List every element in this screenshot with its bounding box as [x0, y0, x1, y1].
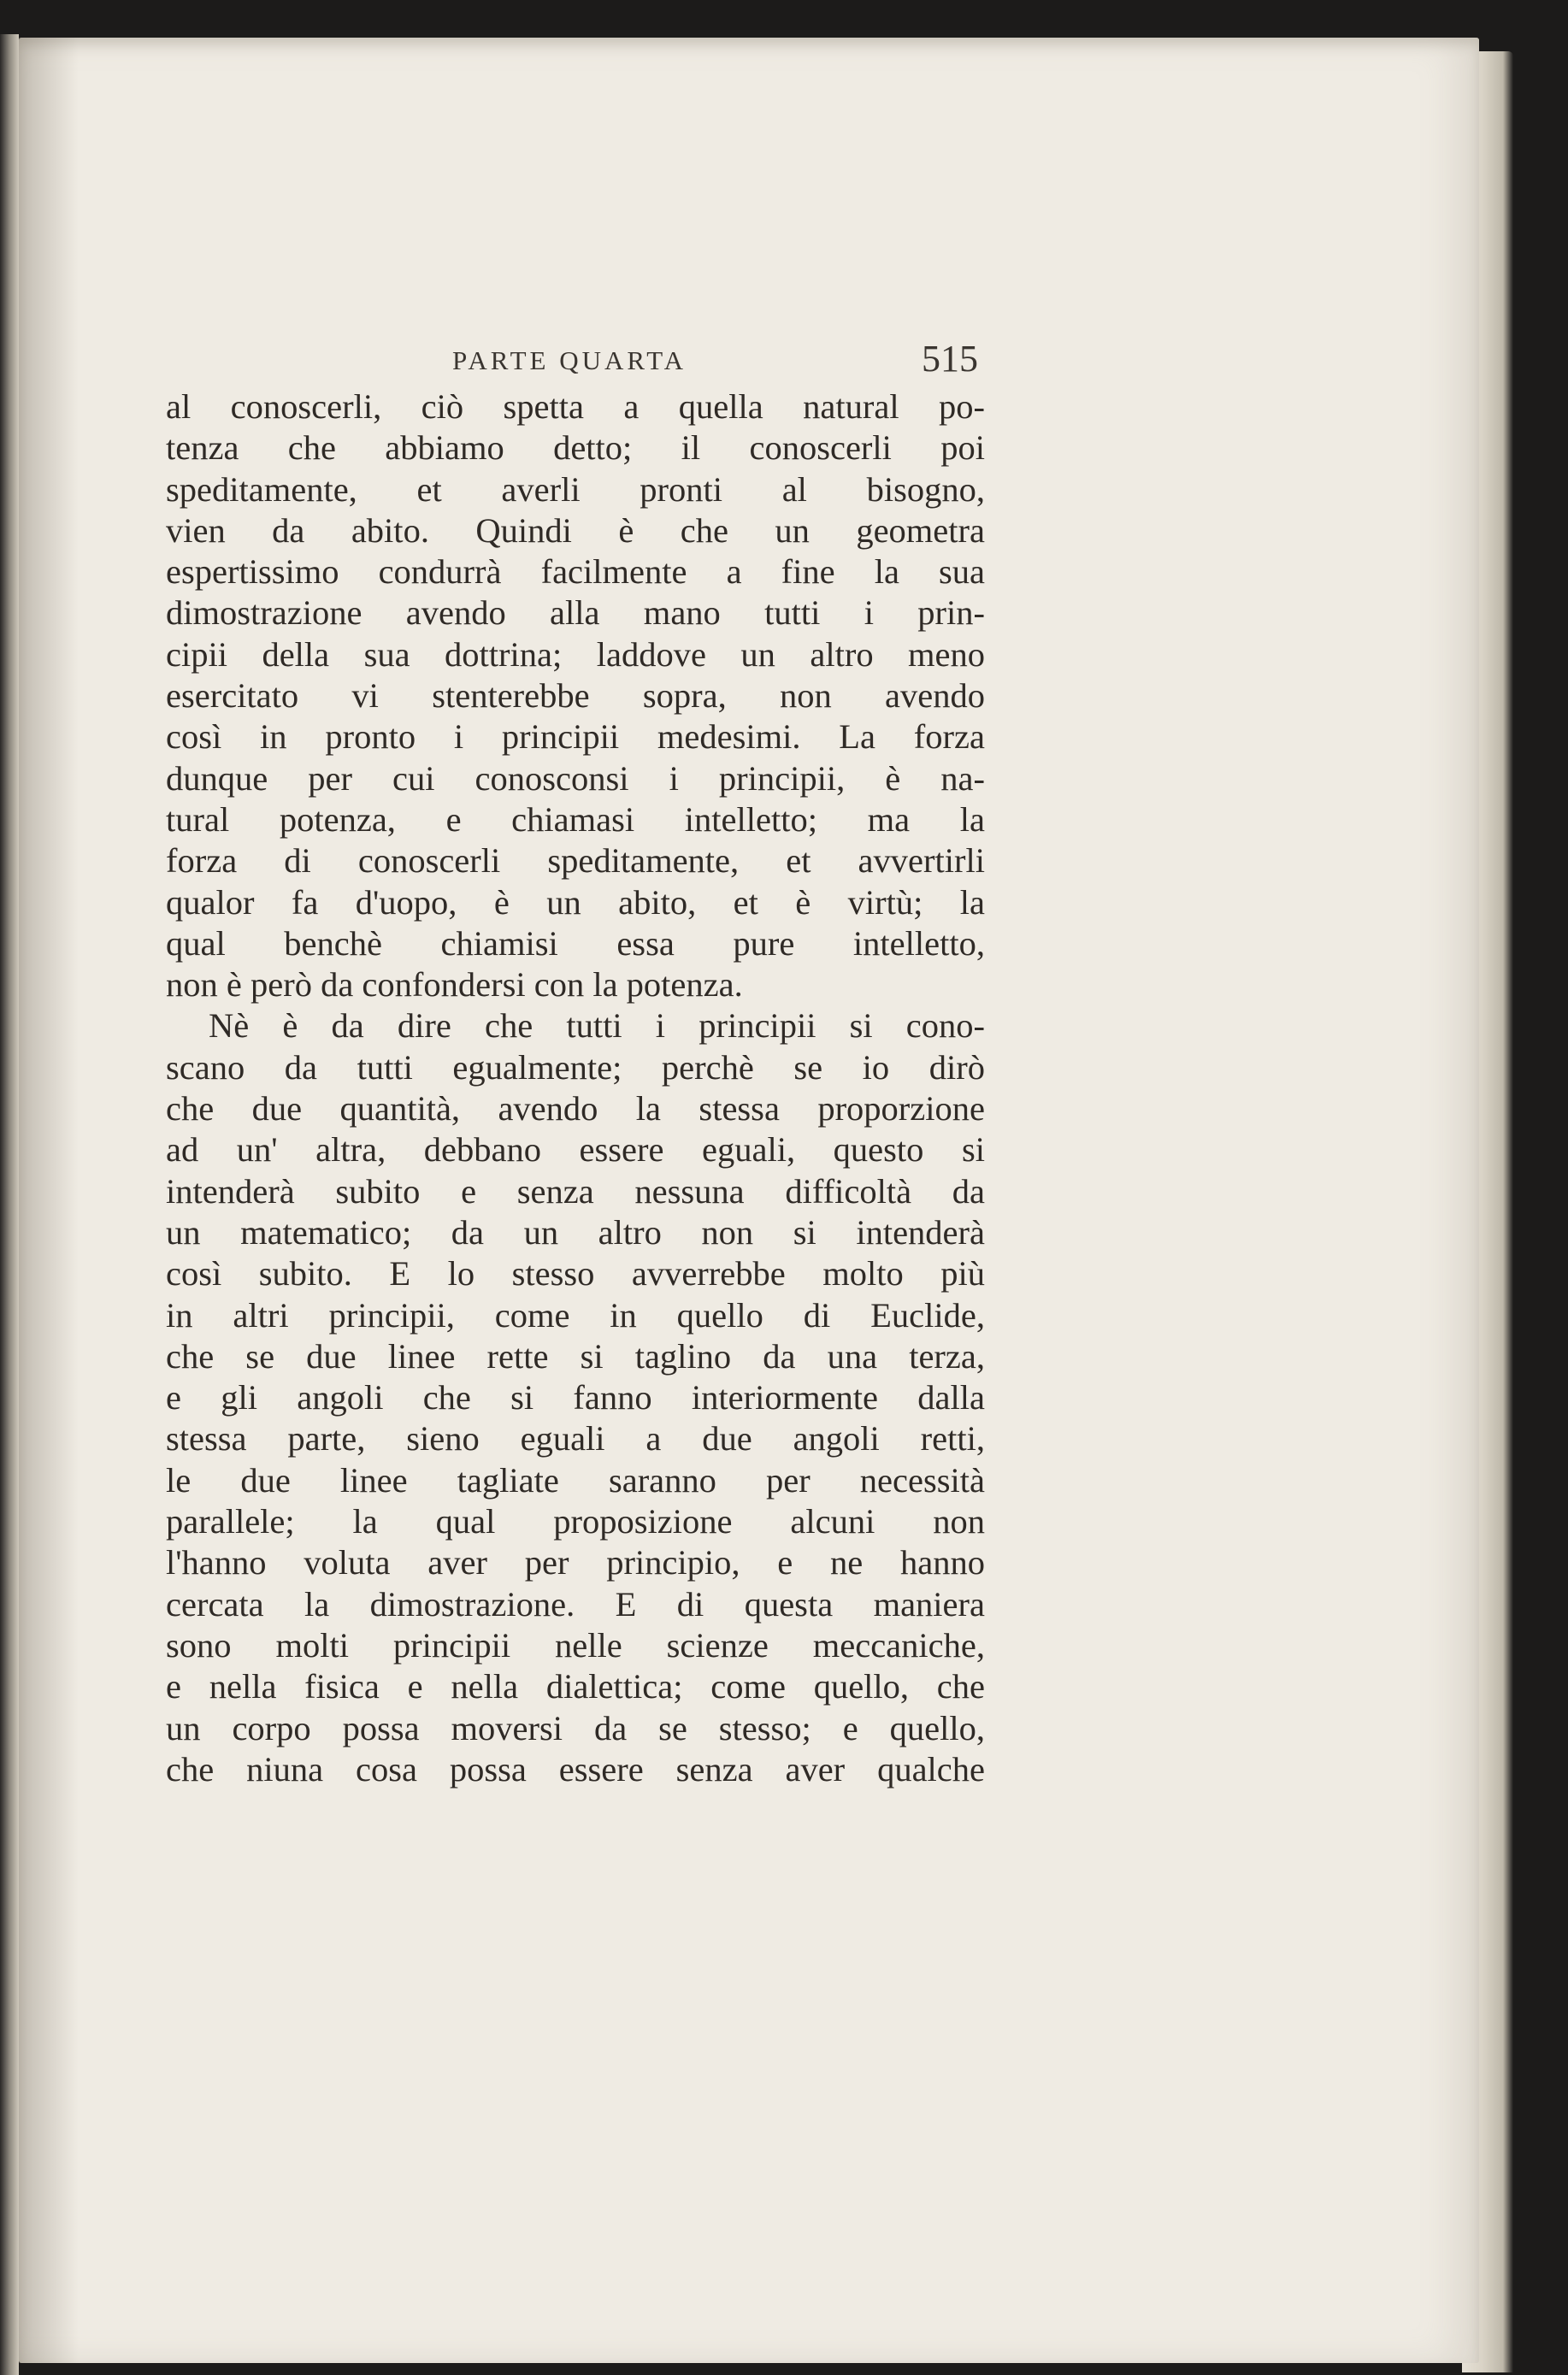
page-number: 515 [922, 338, 978, 380]
text-line: cipii della sua dottrina; laddove un altro meno [166, 634, 985, 674]
running-title: PARTE QUARTA [452, 345, 687, 375]
text-line: e nella fisica e nella dialettica; come quello, che [166, 1667, 985, 1706]
text-line: dunque per cui conosconsi i principii, è na- [166, 758, 985, 798]
text-line: tural potenza, e chiamasi intelletto; ma la [166, 799, 985, 839]
text-line: sono molti principii nelle scienze meccaniche, [166, 1625, 985, 1665]
text-line: ad un' altra, debbano essere eguali, questo si [166, 1130, 985, 1170]
text-line: così in pronto i principii medesimi. La forza [166, 717, 985, 757]
text-line: esercitato vi stenterebbe sopra, non avendo [166, 676, 985, 716]
running-head [166, 338, 983, 393]
text-line: tenza che abbiamo detto; il conoscerli poi [166, 428, 985, 468]
text-line: l'hanno voluta aver per principio, e ne hanno [166, 1543, 985, 1582]
text-line: non è però da confondersi con la potenza. [166, 965, 743, 1005]
text-line: che se due linee rette si taglino da una terza, [166, 1336, 985, 1376]
text-line: in altri principii, come in quello di Euclide, [166, 1295, 985, 1335]
text-line: cercata la dimostrazione. E di questa maniera [166, 1584, 985, 1624]
facing-page-edge [0, 34, 19, 2375]
text-line: espertissimo condurrà facilmente a fine la sua [166, 552, 985, 592]
text-line: e gli angoli che si fanno interiormente dalla [166, 1378, 985, 1417]
text-line: stessa parte, sieno eguali a due angoli retti, [166, 1419, 985, 1459]
text-line: parallele; la qual proposizione alcuni non [166, 1502, 985, 1541]
text-line: scano da tutti egualmente; perchè se io dirò [166, 1047, 985, 1087]
text-line: qual benchè chiamisi essa pure intelletto, [166, 923, 985, 963]
gutter-shadow [19, 38, 79, 2363]
text-line: che niuna cosa possa essere senza aver qualche [166, 1749, 985, 1789]
text-line: un corpo possa moversi da se stesso; e quello, [166, 1708, 985, 1747]
text-line: così subito. E lo stesso avverrebbe molto più [166, 1254, 985, 1294]
paragraph-1 [166, 386, 985, 1005]
text-line: intenderà subito e senza nessuna difficoltà da [166, 1171, 985, 1211]
text-line: Nè è da dire che tutti i principii si cono- [209, 1006, 985, 1046]
text-line: speditamente, et averli pronti al bisogno, [166, 469, 985, 509]
text-line: forza di conoscerli speditamente, et avvertirli [166, 841, 985, 881]
text-line: un matematico; da un altro non si intenderà [166, 1212, 985, 1252]
body-text [166, 386, 985, 1790]
paragraph-2 [166, 1005, 985, 1790]
text-line: le due linee tagliate saranno per necessità [166, 1460, 985, 1500]
text-line: qualor fa d'uopo, è un abito, et è virtù; la [166, 882, 985, 922]
text-line: vien da abito. Quindi è che un geometra [166, 510, 985, 550]
text-line: dimostrazione avendo alla mano tutti i prin- [166, 593, 985, 633]
text-line: che due quantità, avendo la stessa proporzione [166, 1089, 985, 1129]
text-line: al conoscerli, ciò spetta a quella natural po- [166, 387, 985, 426]
